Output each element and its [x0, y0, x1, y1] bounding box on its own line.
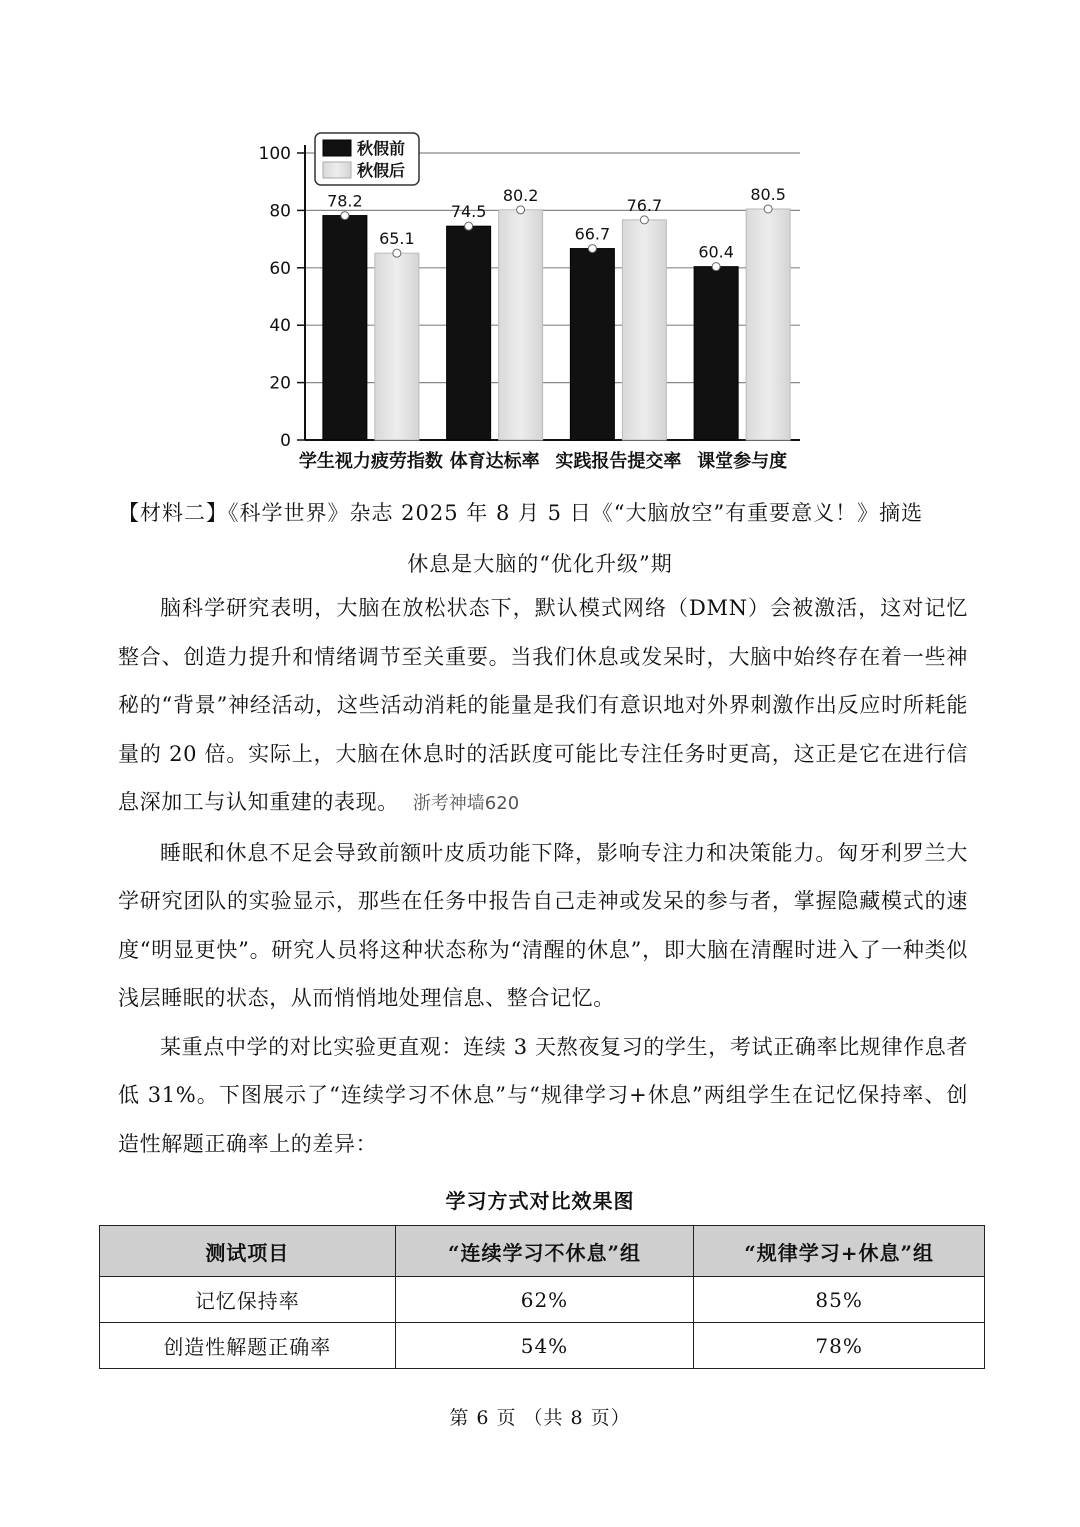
- y-tick-label: 0: [280, 431, 291, 451]
- bar-chart: [255, 125, 815, 480]
- data-label: 65.1: [379, 229, 415, 249]
- data-label: 80.2: [502, 185, 539, 205]
- table-row: [100, 1277, 985, 1323]
- x-category-label: 实践报告提交率: [555, 451, 682, 472]
- table-header: “规律学习+休息”组: [694, 1226, 985, 1277]
- data-label: 78.2: [327, 191, 363, 211]
- legend-swatch: [323, 140, 351, 156]
- table-header: 测试项目: [100, 1226, 396, 1277]
- table-title: 学习方式对比效果图: [445, 1189, 635, 1213]
- paragraph-3: [118, 1023, 968, 1169]
- legend-label: 秋假后: [357, 161, 406, 180]
- legend-swatch: [323, 162, 351, 178]
- bar-before: [570, 249, 614, 440]
- comparison-table: [99, 1225, 985, 1369]
- bar-after: [622, 220, 666, 440]
- page-footer: 第 6 页 （共 8 页）: [449, 1407, 631, 1429]
- bar-after: [375, 253, 419, 440]
- data-label: 76.7: [626, 195, 663, 215]
- data-point: [517, 206, 525, 214]
- table-cell: 创造性解题正确率: [100, 1323, 396, 1369]
- paragraph-1: [118, 584, 968, 829]
- y-tick-label: 60: [269, 258, 291, 279]
- table-cell: 85%: [694, 1277, 985, 1323]
- legend-label: 秋假前: [357, 139, 406, 158]
- table-header: “连续学习不休息”组: [395, 1226, 694, 1277]
- table-header-row: [100, 1226, 985, 1277]
- bar-after: [499, 210, 543, 440]
- table-row: [100, 1323, 985, 1369]
- data-point: [588, 245, 596, 253]
- x-category-label: 课堂参与度: [697, 451, 788, 472]
- x-category-label: 体育达标率: [449, 451, 540, 472]
- table-cell: 记忆保持率: [100, 1277, 396, 1323]
- data-label: 66.7: [574, 224, 611, 244]
- y-tick-label: 100: [258, 144, 291, 164]
- data-point: [393, 249, 401, 257]
- watermark-text: 浙考神墙620: [412, 793, 520, 814]
- data-point: [712, 263, 720, 271]
- bar-after: [746, 209, 790, 440]
- data-label: 74.5: [450, 202, 487, 222]
- data-point: [465, 222, 473, 230]
- table-cell: 78%: [694, 1323, 985, 1369]
- data-point: [764, 205, 772, 213]
- article-title: 休息是大脑的“优化升级”期: [407, 552, 673, 576]
- bar-before: [323, 216, 367, 440]
- material-heading: 【材料二】《科学世界》杂志 2025 年 8 月 5 日《“大脑放空”有重要意义！》摘选: [118, 501, 924, 525]
- table-cell: 62%: [395, 1277, 694, 1323]
- table-cell: 54%: [395, 1323, 694, 1369]
- y-tick-label: 40: [269, 316, 291, 337]
- data-label: 80.5: [750, 184, 786, 204]
- paragraph-1-text: 脑科学研究表明，大脑在放松状态下，默认模式网络（DMN）会被激活，这对记忆整合、创造力提升和情绪调节至关重要。当我们休息或发呆时，大脑中始终存在着一些神秘的“背景”神经活动，这些活动消耗的能量是我们有意识地对外界刺激作出反应时所耗能量的 20 倍。实际上，大脑在休息时的活跃度可能比专注任务时更高，这正是它在进行信息深加工与认知重建的表现。: [118, 596, 968, 814]
- paragraph-2: [118, 829, 968, 1023]
- data-point: [640, 216, 648, 224]
- bar-before: [447, 226, 491, 440]
- paragraph-2-text: 睡眠和休息不足会导致前额叶皮质功能下降，影响专注力和决策能力。匈牙利罗兰大学研究团队的实验显示，那些在任务中报告自己走神或发呆的参与者，掌握隐藏模式的速度“明显更快”。研究人员将这种状态称为“清醒的休息”，即大脑在清醒时进入了一种类似浅层睡眠的状态，从而悄悄地处理信息、整合记忆。: [118, 840, 968, 1010]
- bar-before: [694, 267, 738, 440]
- x-category-label: 学生视力疲劳指数: [298, 451, 443, 472]
- paragraph-3-text: 某重点中学的对比实验更直观：连续 3 天熬夜复习的学生，考试正确率比规律作息者低 31%。下图展示了“连续学习不休息”与“规律学习+休息”两组学生在记忆保持率、创造性解题正确率上的差异：: [118, 1034, 968, 1156]
- data-label: 60.4: [698, 242, 734, 262]
- y-tick-label: 80: [269, 201, 291, 222]
- y-tick-label: 20: [269, 373, 291, 394]
- data-point: [341, 212, 349, 220]
- article-body: [118, 584, 968, 1168]
